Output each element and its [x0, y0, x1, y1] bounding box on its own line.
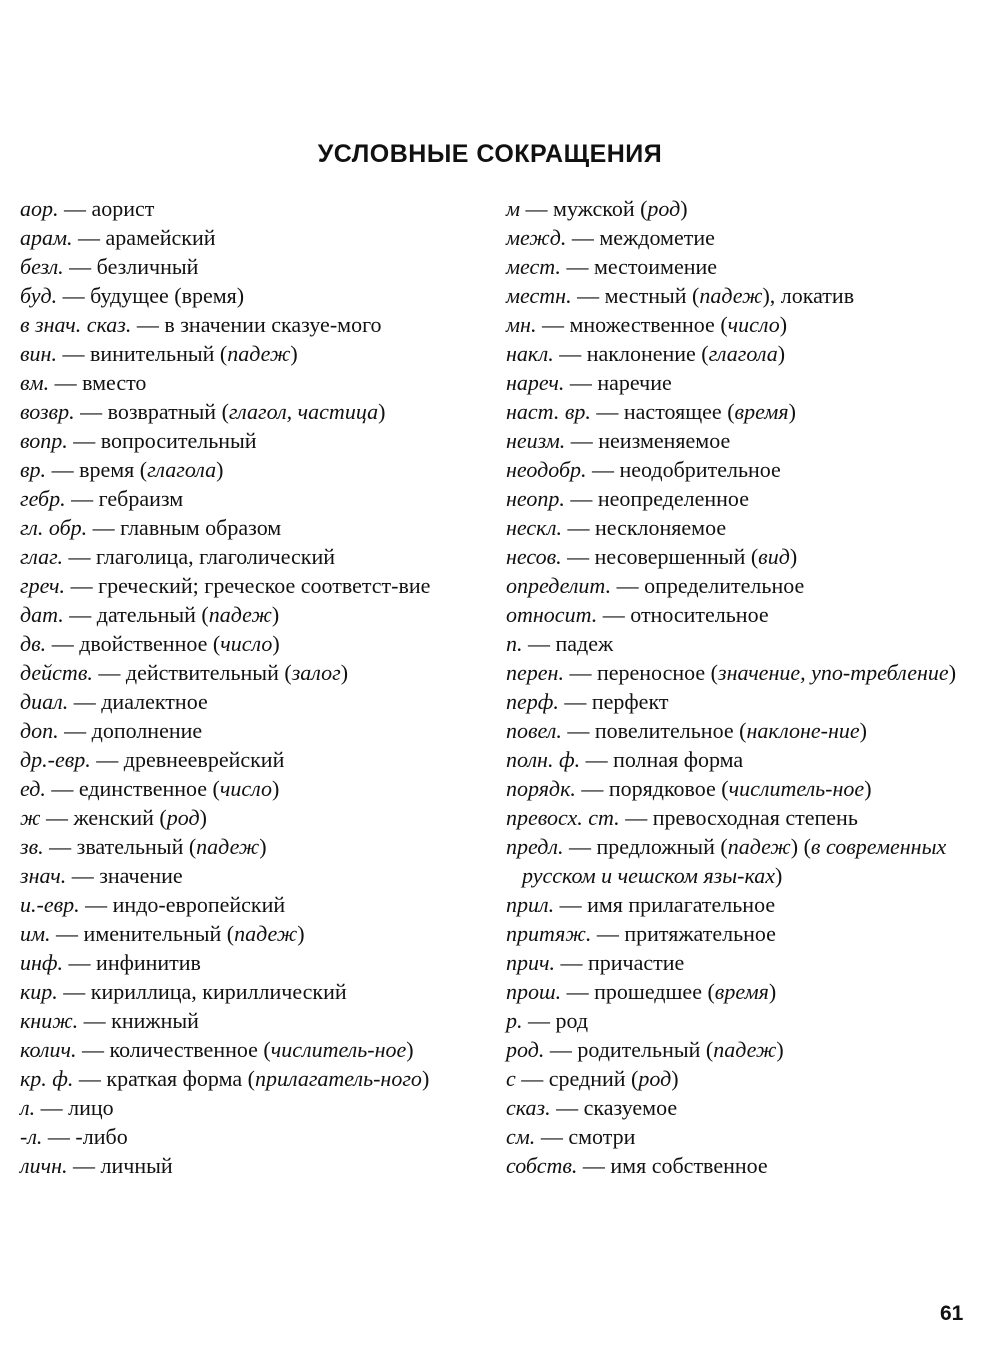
- abbreviation: нареч.: [506, 370, 565, 395]
- definition-note: род: [166, 805, 200, 830]
- abbreviation-entry: [506, 1006, 968, 1035]
- definition-tail: ): [259, 834, 267, 859]
- abbreviation-entry: [506, 629, 968, 658]
- abbreviation: собств.: [506, 1153, 578, 1178]
- abbreviation: предл.: [506, 834, 564, 859]
- definition: — родительный (: [544, 1037, 714, 1062]
- definition: — причастие: [555, 950, 685, 975]
- abbreviation-entry: [20, 194, 472, 223]
- definition: — глаголица, глаголический: [62, 544, 336, 569]
- abbreviation-entry: [20, 629, 472, 658]
- definition-tail: ): [788, 399, 796, 424]
- definition: — значение: [66, 863, 183, 888]
- abbreviation: неодобр.: [506, 457, 587, 482]
- definition-note: падеж: [234, 921, 298, 946]
- definition: — аорист: [58, 196, 155, 221]
- definition: — главным образом: [87, 515, 282, 540]
- abbreviation-entry: [20, 368, 472, 397]
- abbreviation: перф.: [506, 689, 559, 714]
- abbreviation: неизм.: [506, 428, 566, 453]
- definition-note: прилагатель-ного: [254, 1066, 422, 1091]
- definition-note: числитель-ное: [728, 776, 865, 801]
- abbreviation-entry: [20, 310, 472, 339]
- abbreviation-entry: [20, 571, 472, 600]
- definition: — гебраизм: [65, 486, 184, 511]
- abbreviation: им.: [20, 921, 51, 946]
- abbreviation: дв.: [20, 631, 47, 656]
- definition-tail: ): [779, 312, 788, 337]
- abbreviation-entry: [20, 484, 472, 513]
- definition-tail: ): [776, 1037, 784, 1062]
- definition: — -либо: [42, 1124, 128, 1149]
- definition: — действительный (: [92, 660, 292, 685]
- definition-tail: ): [297, 921, 305, 946]
- abbreviation: доп.: [20, 718, 59, 743]
- definition: — несклоняемое: [561, 515, 727, 540]
- definition-tail: ): [272, 776, 280, 801]
- abbreviation-entry: [20, 1122, 472, 1151]
- abbreviation-entry: [506, 252, 968, 281]
- definition-tail: ): [859, 718, 867, 743]
- definition-note: время: [734, 399, 789, 424]
- definition-tail: ): [864, 776, 872, 801]
- definition: — винительный (: [56, 341, 228, 366]
- definition: — время (: [46, 457, 148, 482]
- definition: — мужской (: [520, 196, 648, 221]
- abbreviation-entry: [20, 397, 472, 426]
- definition: — род: [522, 1008, 589, 1033]
- abbreviation: гебр.: [20, 486, 66, 511]
- definition-note: падеж: [208, 602, 272, 627]
- abbreviation-entry: [20, 455, 472, 484]
- definition: — местный (: [571, 283, 700, 308]
- abbreviation: зв.: [20, 834, 44, 859]
- definition: — дополнение: [58, 718, 203, 743]
- definition-note: время: [714, 979, 769, 1004]
- abbreviation-entry: [506, 774, 968, 803]
- abbreviation-entry: [506, 745, 968, 774]
- abbreviation-entry: [20, 1064, 472, 1093]
- abbreviation-entry: [20, 948, 472, 977]
- definition: — будущее (время): [57, 283, 245, 308]
- abbreviation-entry: [20, 1093, 472, 1122]
- definition-note: вид: [758, 544, 790, 569]
- abbreviation: и.-евр.: [20, 892, 80, 917]
- definition: — имя собственное: [577, 1153, 768, 1178]
- definition: — несовершенный (: [561, 544, 759, 569]
- abbreviation: безл.: [20, 254, 64, 279]
- definition: — средний (: [515, 1066, 639, 1091]
- definition: — звательный (: [43, 834, 197, 859]
- abbreviation: греч.: [20, 573, 66, 598]
- abbreviation-entry: [506, 542, 968, 571]
- definition: — превосходная степень: [619, 805, 858, 830]
- definition-note: род: [638, 1066, 672, 1091]
- abbreviation: вм.: [20, 370, 50, 395]
- abbreviation-entry: [20, 977, 472, 1006]
- definition: — дательный (: [63, 602, 209, 627]
- abbreviation: гл. обр.: [20, 515, 88, 540]
- definition: — множественное (: [536, 312, 728, 337]
- abbreviation-entry: [506, 1122, 968, 1151]
- abbreviation: вр.: [20, 457, 47, 482]
- abbreviation-entry: [506, 310, 968, 339]
- abbreviation: см.: [506, 1124, 536, 1149]
- abbreviation: диал.: [20, 689, 69, 714]
- definition: — безличный: [63, 254, 199, 279]
- abbreviation: действ.: [20, 660, 93, 685]
- abbreviation-entry: [506, 1151, 968, 1180]
- abbreviation-entry: [506, 1035, 968, 1064]
- definition-note: падеж: [196, 834, 260, 859]
- abbreviation-entry: [20, 919, 472, 948]
- definition-tail: ): [680, 196, 688, 221]
- abbreviation: мест.: [506, 254, 561, 279]
- definition-tail: ): [768, 979, 777, 1004]
- abbreviation-entry: [20, 687, 472, 716]
- definition-note: падеж: [713, 1037, 777, 1062]
- abbreviation-entry: [506, 919, 968, 948]
- abbreviation: прич.: [506, 950, 555, 975]
- definition-tail: ) (: [790, 834, 811, 859]
- definition-note: род: [647, 196, 681, 221]
- definition-tail: ): [216, 457, 224, 482]
- abbreviation-entry: [506, 948, 968, 977]
- abbreviation-entry: [20, 745, 472, 774]
- abbreviation: -л.: [20, 1124, 43, 1149]
- abbreviation: определит.: [506, 573, 612, 598]
- abbreviation: дат.: [20, 602, 64, 627]
- abbreviation: глаг.: [20, 544, 63, 569]
- abbreviation: п.: [506, 631, 523, 656]
- abbreviation: притяж.: [506, 921, 592, 946]
- definition: — имя прилагательное: [554, 892, 776, 917]
- definition: — в значении сказуе-мого: [131, 312, 382, 337]
- abbreviation: мн.: [506, 312, 537, 337]
- definition: — краткая форма (: [73, 1066, 255, 1091]
- definition-note: падеж: [699, 283, 763, 308]
- abbreviation-entry: [20, 803, 472, 832]
- definition: — древнееврейский: [90, 747, 285, 772]
- abbreviation-entry: [20, 1035, 472, 1064]
- definition: — именительный (: [50, 921, 235, 946]
- abbreviation: с: [506, 1066, 516, 1091]
- abbreviation: др.-евр.: [20, 747, 91, 772]
- abbreviation: полн. ф.: [506, 747, 581, 772]
- abbreviation-entry: [506, 397, 968, 426]
- definition-note: число: [219, 776, 273, 801]
- abbreviation-entry: [20, 513, 472, 542]
- definition: — двойственное (: [46, 631, 221, 656]
- abbreviation: буд.: [20, 283, 58, 308]
- abbreviation-entry: [506, 571, 968, 600]
- definition: — настоящее (: [590, 399, 735, 424]
- abbreviation: ж: [20, 805, 41, 830]
- definition-note: число: [220, 631, 273, 656]
- abbreviation-entry: [506, 1064, 968, 1093]
- definition: — кириллица, кириллический: [57, 979, 347, 1004]
- abbreviation-entry: [506, 513, 968, 542]
- abbreviation: сказ.: [506, 1095, 551, 1120]
- definition: — наречие: [564, 370, 672, 395]
- definition: — прошедшее (: [561, 979, 715, 1004]
- abbreviation-entry: [20, 658, 472, 687]
- abbreviation: кир.: [20, 979, 58, 1004]
- definition-note: глагол, частица: [228, 399, 379, 424]
- abbreviation-entry: [20, 1006, 472, 1035]
- definition-tail: ): [290, 341, 298, 366]
- definition: — личный: [67, 1153, 173, 1178]
- definition: — междометие: [566, 225, 715, 250]
- abbreviation-entry: [20, 339, 472, 368]
- definition: — возвратный (: [74, 399, 229, 424]
- abbreviation: превосх. ст.: [506, 805, 620, 830]
- abbreviation: в знач. сказ.: [20, 312, 132, 337]
- definition-note: значение, упо-требление: [717, 660, 949, 685]
- definition-tail: ): [421, 1066, 430, 1091]
- abbreviation: местн.: [506, 283, 572, 308]
- definition: — относительное: [597, 602, 769, 627]
- abbreviation-entry: [506, 687, 968, 716]
- abbreviation: инф.: [20, 950, 64, 975]
- abbreviation: возвр.: [20, 399, 75, 424]
- abbreviation: вопр.: [20, 428, 68, 453]
- definition-note: глагола: [708, 341, 778, 366]
- abbreviation: род.: [506, 1037, 545, 1062]
- definition-tail: ): [777, 341, 786, 366]
- definition: — вопросительный: [67, 428, 257, 453]
- abbreviation-entry: [506, 1093, 968, 1122]
- abbreviation-entry: [20, 1151, 472, 1180]
- abbreviation: нескл.: [506, 515, 562, 540]
- definition: — вместо: [49, 370, 147, 395]
- abbreviation-entry: [506, 977, 968, 1006]
- abbreviation: арам.: [20, 225, 73, 250]
- abbreviation-entry: [20, 600, 472, 629]
- definition-tail: ): [199, 805, 207, 830]
- definition: — единственное (: [45, 776, 220, 801]
- abbreviation-entry: [506, 426, 968, 455]
- definition: — женский (: [40, 805, 167, 830]
- definition: — индо-европейский: [79, 892, 286, 917]
- page-title: УСЛОВНЫЕ СОКРАЩЕНИЯ: [317, 140, 663, 168]
- definition-note: падеж: [727, 834, 791, 859]
- abbreviation-entry: [506, 368, 968, 397]
- definition-note: число: [727, 312, 780, 337]
- page-number: 61: [940, 1302, 964, 1325]
- definition-tail: ): [406, 1037, 414, 1062]
- abbreviation: несов.: [506, 544, 562, 569]
- definition-note: падеж: [227, 341, 291, 366]
- abbreviation: вин.: [20, 341, 57, 366]
- abbreviation: знач.: [20, 863, 67, 888]
- definition: — наклонение (: [553, 341, 709, 366]
- abbreviation: прил.: [506, 892, 555, 917]
- abbreviation-entry: [20, 223, 472, 252]
- abbreviation-entry: [506, 658, 968, 687]
- definition: — притяжательное: [591, 921, 776, 946]
- definition: — сказуемое: [550, 1095, 678, 1120]
- abbreviation: м: [506, 196, 521, 221]
- definition: — полная форма: [580, 747, 744, 772]
- abbreviation: относит.: [506, 602, 598, 627]
- definition: — неизменяемое: [565, 428, 731, 453]
- definition: — смотри: [535, 1124, 636, 1149]
- definition: — определительное: [611, 573, 805, 598]
- definition: — падеж: [522, 631, 614, 656]
- abbreviation-entry: [20, 890, 472, 919]
- abbreviation: кр. ф.: [20, 1066, 74, 1091]
- abbreviation-entry: [20, 252, 472, 281]
- definition-note: глагола: [147, 457, 217, 482]
- abbreviation-entry: [20, 832, 472, 861]
- abbreviation: межд.: [506, 225, 567, 250]
- definition: — неопределенное: [564, 486, 749, 511]
- definition-tail: ): [272, 631, 280, 656]
- definition-note: наклоне-ние: [746, 718, 860, 743]
- definition: — диалектное: [68, 689, 208, 714]
- definition-tail: ): [378, 399, 386, 424]
- definition: — арамейский: [72, 225, 216, 250]
- abbreviation: наст. вр.: [506, 399, 591, 424]
- abbreviation: книж.: [20, 1008, 79, 1033]
- abbreviation-entry: [506, 455, 968, 484]
- definition-tail: ): [340, 660, 349, 685]
- definition-tail: ): [948, 660, 957, 685]
- definition: — греческий; греческое соответст-вие: [65, 573, 431, 598]
- definition: — повелительное (: [561, 718, 747, 743]
- abbreviation-entry: [506, 716, 968, 745]
- definition: — количественное (: [76, 1037, 271, 1062]
- definition: — порядковое (: [575, 776, 729, 801]
- definition: — инфинитив: [63, 950, 201, 975]
- abbreviation-entry: [506, 223, 968, 252]
- definition-tail: ), локатив: [762, 283, 855, 308]
- abbreviation-entry: [506, 890, 968, 919]
- abbreviations-left-column: [20, 194, 472, 1180]
- abbreviation-entry: [20, 426, 472, 455]
- definition: — переносное (: [563, 660, 718, 685]
- definition-note: залог: [291, 660, 341, 685]
- definition-tail: ): [671, 1066, 679, 1091]
- definition: — лицо: [35, 1095, 114, 1120]
- abbreviation-entry: [506, 832, 968, 890]
- abbreviation-entry: [506, 600, 968, 629]
- abbreviation: личн.: [20, 1153, 68, 1178]
- abbreviation: перен.: [506, 660, 564, 685]
- abbreviation-entry: [506, 194, 968, 223]
- abbreviation: колич.: [20, 1037, 77, 1062]
- abbreviation-entry: [506, 281, 968, 310]
- definition: — неодобрительное: [586, 457, 781, 482]
- abbreviation-entry: [20, 861, 472, 890]
- abbreviation: р.: [506, 1008, 523, 1033]
- abbreviations-right-column: [506, 194, 968, 1180]
- definition-tail: ): [789, 544, 798, 569]
- abbreviation-entry: [506, 339, 968, 368]
- abbreviation: неопр.: [506, 486, 565, 511]
- abbreviation: аор.: [20, 196, 59, 221]
- definition-tail: ): [271, 602, 280, 627]
- abbreviation-entry: [20, 542, 472, 571]
- abbreviation-entry: [506, 484, 968, 513]
- abbreviation-entry: [506, 803, 968, 832]
- abbreviation: прош.: [506, 979, 562, 1004]
- definition-tail: ): [775, 863, 783, 888]
- abbreviation: порядк.: [506, 776, 576, 801]
- definition: — книжный: [78, 1008, 199, 1033]
- abbreviation-entry: [20, 281, 472, 310]
- definition: — предложный (: [563, 834, 728, 859]
- definition: — перфект: [558, 689, 669, 714]
- abbreviation: повел.: [506, 718, 562, 743]
- definition-note: числитель-ное: [270, 1037, 407, 1062]
- definition: — местоимение: [560, 254, 718, 279]
- abbreviation-entry: [20, 716, 472, 745]
- abbreviation-entry: [20, 774, 472, 803]
- abbreviation: л.: [20, 1095, 36, 1120]
- abbreviation: ед.: [20, 776, 46, 801]
- abbreviation: накл.: [506, 341, 554, 366]
- definition-note: в современных русском и чешском язы-ках: [522, 834, 947, 888]
